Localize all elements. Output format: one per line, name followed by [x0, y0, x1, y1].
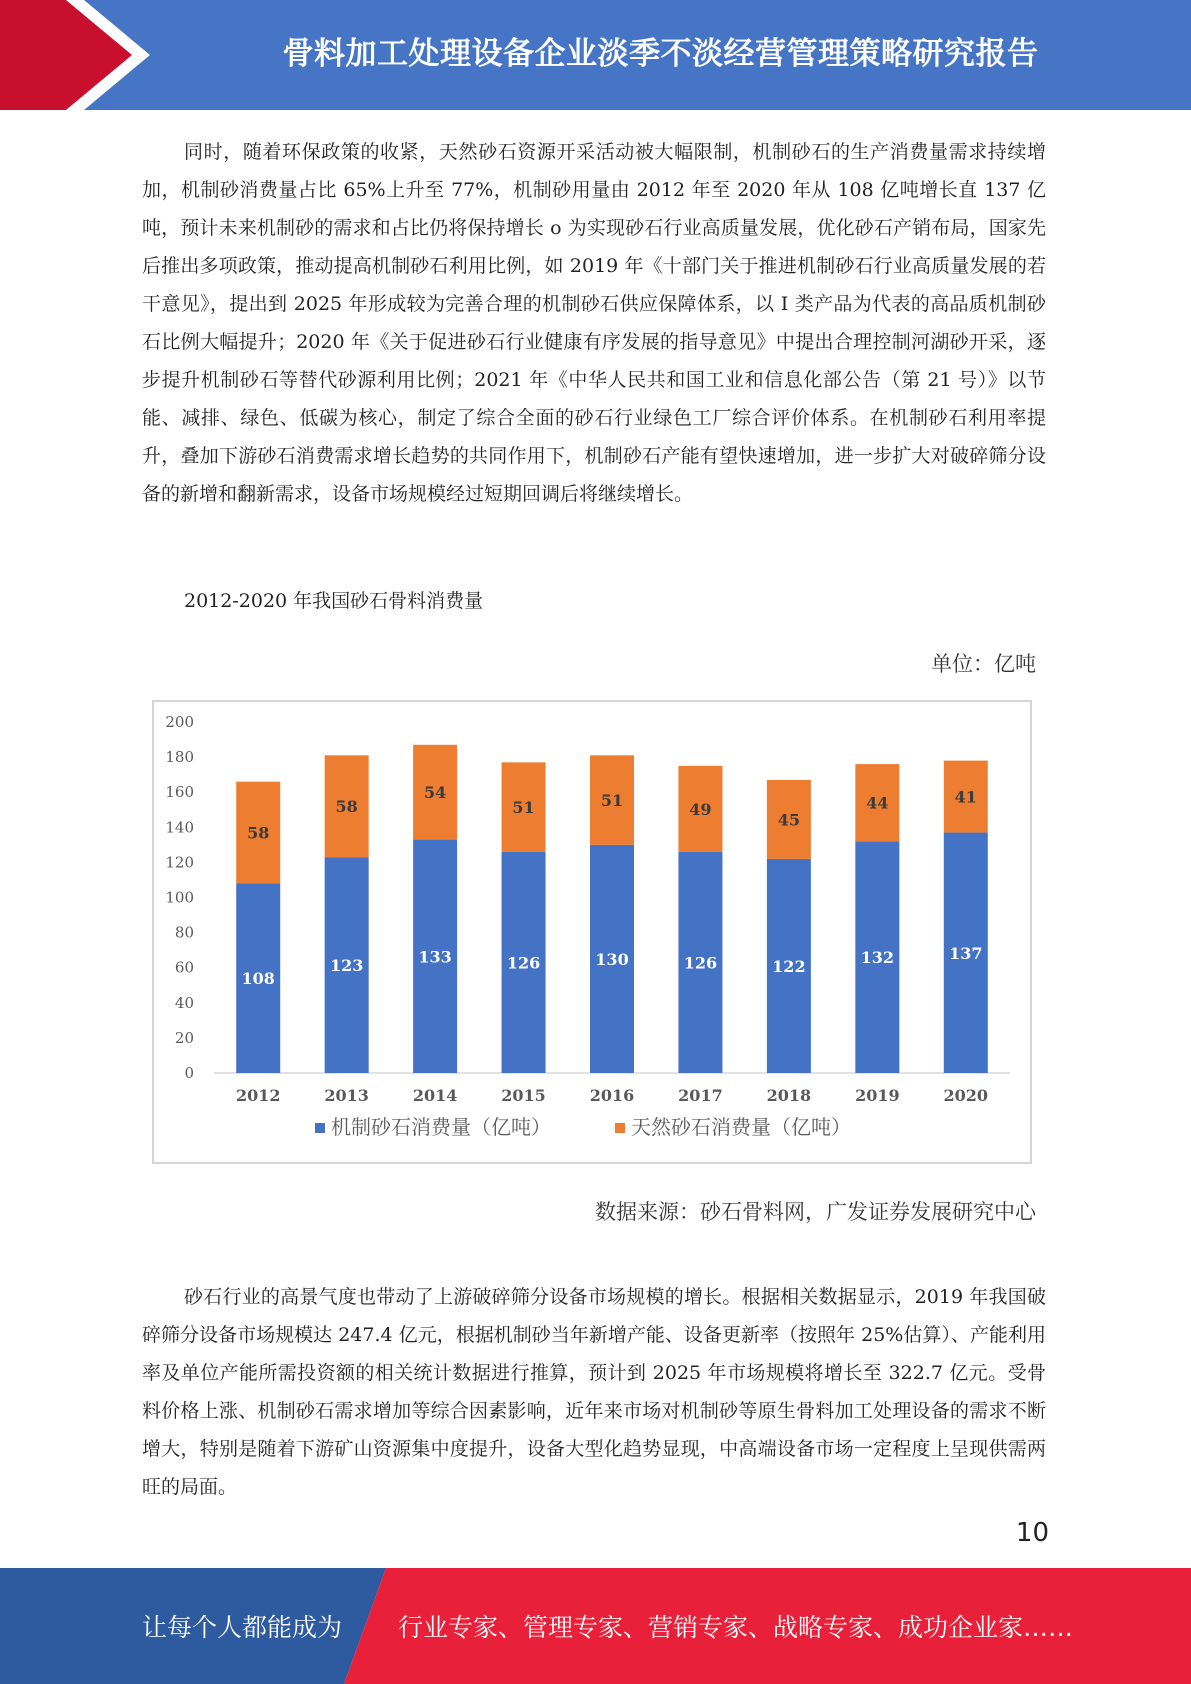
- y-tick-label: 40: [174, 993, 194, 1012]
- legend-label: 机制砂石消费量（亿吨）: [331, 1115, 551, 1139]
- unit-label: 单位：亿吨: [931, 652, 1036, 676]
- bar-data-label: 58: [335, 797, 358, 817]
- data-source-label: 数据来源：砂石骨料网，广发证券发展研究中心: [595, 1200, 1036, 1224]
- legend-swatch: [615, 1123, 625, 1133]
- bar-data-label: 123: [329, 956, 364, 976]
- chart-caption: 2012-2020 年我国砂石骨料消费量: [184, 590, 484, 612]
- x-tick-label: 2019: [855, 1086, 900, 1105]
- y-tick-label: 80: [174, 923, 194, 942]
- bar-data-label: 133: [418, 947, 452, 967]
- y-tick-label: 140: [165, 818, 194, 837]
- bar-data-label: 132: [860, 948, 895, 968]
- bar-data-label: 49: [689, 799, 712, 819]
- y-tick-label: 60: [174, 958, 194, 977]
- bar-data-label: 51: [512, 798, 535, 818]
- bar-data-label: 126: [506, 953, 541, 973]
- x-tick-label: 2014: [412, 1086, 458, 1105]
- bar-data-label: 44: [866, 793, 889, 813]
- footer-slogan-right: 行业专家、管理专家、营销专家、战略专家、成功企业家……: [398, 1613, 1074, 1642]
- legend-label: 天然砂石消费量（亿吨）: [631, 1115, 851, 1139]
- y-tick-label: 0: [184, 1064, 194, 1082]
- y-tick-label: 100: [165, 888, 194, 907]
- bar-data-label: 130: [595, 949, 629, 969]
- report-title: 骨料加工处理设备企业淡季不淡经营管理策略研究报告: [282, 35, 1039, 72]
- y-tick-label: 200: [165, 713, 194, 731]
- y-tick-label: 120: [165, 853, 194, 872]
- bar-data-label: 126: [683, 953, 718, 973]
- x-tick-label: 2020: [943, 1086, 989, 1105]
- header-arrow-decoration: [0, 0, 160, 110]
- y-tick-label: 180: [165, 748, 194, 767]
- bar-data-label: 51: [600, 791, 624, 811]
- footer-bar: [0, 1568, 1191, 1684]
- y-tick-label: 160: [165, 783, 194, 802]
- legend-swatch: [315, 1123, 325, 1133]
- bar-data-label: 45: [777, 810, 801, 830]
- body-paragraph-1: 同时，随着环保政策的收紧，天然砂石资源开采活动被大幅限制，机制砂石的生产消费量需求持续增加，机制砂消费量占比 65%上升至 77%，机制砂用量由 2012 年至 2020 年从 108 亿吨增长直 137 亿吨，预计未来机制砂的需求和占比仍将保持增长 o 为实现砂石行业高质量发展，优化砂石产销布局，国家先后推出多项政策，推动提高机制砂石利用比例，如 2019 年《十部门关于推进机制砂石行业高质量发展的若干意见》，提出到 2025 年形成较为完善合理的机制砂石供应保障体系，以 I 类产品为代表的高品质机制砂石比例大幅提升；2020 年《关于促进砂石行业健康有序发展的指导意见》中提出合理控制河湖砂开采，逐步提升机制砂石等替代砂源利用比例；2021 年《中华人民共和国工业和信息化部公告（第 21 号）》以节能、减排、绿色、低碳为核心，制定了综合全面的砂石行业绿色工厂综合评价体系。在机制砂石利用率提升，叠加下游砂石消费需求增长趋势的共同作用下，机制砂石产能有望快速增加，进一步扩大对破碎筛分设备的新增和翻新需求，设备市场规模经过短期回调后将继续增长。: [142, 141, 1046, 505]
- x-tick-label: 2018: [766, 1086, 812, 1105]
- bar-data-label: 137: [949, 943, 983, 963]
- bar-data-label: 58: [247, 823, 270, 843]
- footer-slogan-left: 让每个人都能成为: [142, 1613, 343, 1642]
- x-tick-label: 2016: [589, 1086, 635, 1105]
- stacked-bar-chart: [152, 700, 1032, 1164]
- x-tick-label: 2017: [678, 1086, 723, 1105]
- bar-data-label: 122: [772, 956, 806, 976]
- bar-data-label: 54: [423, 783, 447, 803]
- body-paragraph-2: 砂石行业的高景气度也带动了上游破碎筛分设备市场规模的增长。根据相关数据显示，2019 年我国破碎筛分设备市场规模达 247.4 亿元，根据机制砂当年新增产能、设备更新率（按照年 25%估算）、产能利用率及单位产能所需投资额的相关统计数据进行推算，预计到 2025 年市场规模将增长至 322.7 亿元。受骨料价格上涨、机制砂石需求增加等综合因素影响，近年来市场对机制砂等原生骨料加工处理设备的需求不断增大，特别是随着下游矿山资源集中度提升，设备大型化趋势显现，中高端设备市场一定程度上呈现供需两旺的局面。: [142, 1286, 1046, 1498]
- y-tick-label: 20: [174, 1028, 194, 1047]
- x-tick-label: 2015: [501, 1086, 546, 1105]
- header-bar: [0, 0, 1191, 110]
- x-tick-label: 2013: [324, 1086, 369, 1105]
- bar-data-label: 41: [954, 787, 977, 807]
- bar-data-label: 108: [241, 969, 275, 989]
- page-number: 10: [1015, 1518, 1049, 1548]
- x-tick-label: 2012: [235, 1086, 281, 1105]
